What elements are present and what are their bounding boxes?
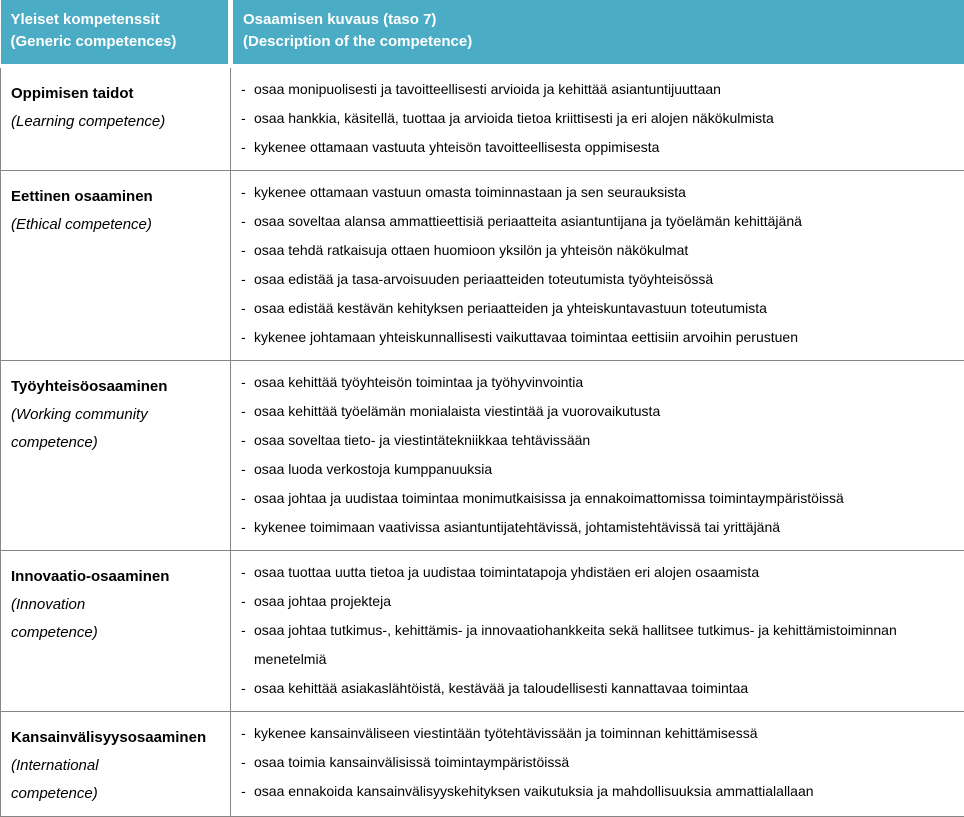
bullet-item [241, 236, 958, 265]
bullet-text: osaa soveltaa tieto- ja viestintätekniikkaa tehtävissään [254, 426, 958, 455]
bullet-dash-icon: - [241, 104, 254, 133]
bullet-text: kykenee toimimaan vaativissa asiantuntijatehtävissä, johtamistehtävissä tai yrittäjänä [254, 513, 958, 542]
bullet-text: osaa monipuolisesti ja tavoitteellisesti arvioida ja kehittää asiantuntijuuttaan [254, 75, 958, 104]
bullet-dash-icon: - [241, 178, 254, 207]
bullet-text: kykenee kansainväliseen viestintään työtehtävissään ja toiminnan kehittämisessä [254, 719, 958, 748]
subtitle-line: (Ethical competence) [11, 211, 220, 239]
bullet-dash-icon: - [241, 748, 254, 777]
bullet-text: osaa toimia kansainvälisissä toimintaympäristöissä [254, 748, 958, 777]
bullet-dash-icon: - [241, 368, 254, 397]
bullet-dash-icon: - [241, 207, 254, 236]
table-row [1, 551, 964, 712]
header-col2-line1: Osaamisen kuvaus (taso 7) [243, 9, 955, 31]
bullet-item [241, 104, 958, 133]
bullet-text: osaa johtaa ja uudistaa toimintaa monimutkaisissa ja ennakoimattomissa toimintaympäristöissä [254, 484, 958, 513]
bullet-item [241, 265, 958, 294]
bullet-item [241, 178, 958, 207]
bullet-item [241, 777, 958, 806]
bullet-dash-icon: - [241, 426, 254, 455]
bullet-item [241, 558, 958, 587]
bullet-item [241, 674, 958, 703]
bullet-list [241, 368, 958, 542]
bullet-item [241, 426, 958, 455]
bullet-text: osaa kehittää asiakaslähtöistä, kestävää ja taloudellisesti kannattavaa toimintaa [254, 674, 958, 703]
bullet-text: osaa soveltaa alansa ammattieettisiä periaatteita asiantuntijana ja työelämän kehittäjänä [254, 207, 958, 236]
bullet-item [241, 294, 958, 323]
bullet-item [241, 748, 958, 777]
description-cell [231, 66, 964, 171]
competence-subtitle [11, 591, 220, 647]
bullet-text: osaa johtaa tutkimus-, kehittämis- ja innovaatiohankkeita sekä hallitsee tutkimus- ja kehittämistoiminnan menetelmiä [254, 616, 958, 674]
description-cell [231, 712, 964, 817]
bullet-text: osaa kehittää työelämän monialaista viestintää ja vuorovaikutusta [254, 397, 958, 426]
bullet-dash-icon: - [241, 397, 254, 426]
bullet-dash-icon: - [241, 133, 254, 162]
bullet-text: kykenee ottamaan vastuun omasta toiminnastaan ja sen seurauksista [254, 178, 958, 207]
competence-subtitle [11, 401, 220, 457]
bullet-dash-icon: - [241, 616, 254, 674]
competence-subtitle [11, 211, 220, 239]
header-col1-line1: Yleiset kompetenssit [11, 9, 219, 31]
subtitle-line: competence) [11, 429, 220, 457]
competence-subtitle [11, 108, 220, 136]
bullet-dash-icon: - [241, 484, 254, 513]
table-row [1, 712, 964, 817]
bullet-item [241, 616, 958, 674]
competence-cell [1, 712, 231, 817]
header-cell-competences [1, 0, 231, 66]
bullet-item [241, 133, 958, 162]
bullet-dash-icon: - [241, 265, 254, 294]
table-row [1, 66, 964, 171]
bullet-dash-icon: - [241, 236, 254, 265]
bullet-item [241, 455, 958, 484]
table-row [1, 361, 964, 551]
bullet-list [241, 558, 958, 703]
description-cell [231, 171, 964, 361]
bullet-dash-icon: - [241, 777, 254, 806]
bullet-dash-icon: - [241, 558, 254, 587]
bullet-text: kykenee ottamaan vastuuta yhteisön tavoitteellisesta oppimisesta [254, 133, 958, 162]
bullet-item [241, 484, 958, 513]
bullet-text: osaa luoda verkostoja kumppanuuksia [254, 455, 958, 484]
bullet-dash-icon: - [241, 323, 254, 352]
competence-title: Oppimisen taidot [11, 80, 220, 108]
bullet-text: osaa edistää kestävän kehityksen periaatteiden ja yhteiskuntavastuun toteutumista [254, 294, 958, 323]
competence-title: Työyhteisöosaaminen [11, 373, 220, 401]
competence-subtitle [11, 752, 220, 808]
description-cell [231, 361, 964, 551]
table-body [1, 66, 964, 817]
competence-cell [1, 66, 231, 171]
bullet-item [241, 587, 958, 616]
bullet-text: osaa kehittää työyhteisön toimintaa ja työhyvinvointia [254, 368, 958, 397]
bullet-item [241, 75, 958, 104]
bullet-dash-icon: - [241, 674, 254, 703]
subtitle-line: competence) [11, 619, 220, 647]
competence-cell [1, 361, 231, 551]
competence-title: Kansainvälisyysosaaminen [11, 724, 220, 752]
bullet-text: osaa edistää ja tasa-arvoisuuden periaatteiden toteutumista työyhteisössä [254, 265, 958, 294]
competence-title: Innovaatio-osaaminen [11, 563, 220, 591]
header-col2-line2: (Description of the competence) [243, 31, 955, 53]
competence-cell [1, 171, 231, 361]
bullet-item [241, 719, 958, 748]
bullet-text: osaa hankkia, käsitellä, tuottaa ja arvioida tietoa kriittisesti ja eri alojen näkökulmista [254, 104, 958, 133]
bullet-item [241, 207, 958, 236]
bullet-item [241, 368, 958, 397]
bullet-text: osaa johtaa projekteja [254, 587, 958, 616]
bullet-dash-icon: - [241, 75, 254, 104]
subtitle-line: (Working community [11, 401, 220, 429]
subtitle-line: (International [11, 752, 220, 780]
subtitle-line: (Learning competence) [11, 108, 220, 136]
bullet-text: osaa tuottaa uutta tietoa ja uudistaa toimintatapoja yhdistäen eri alojen osaamista [254, 558, 958, 587]
competence-cell [1, 551, 231, 712]
bullet-dash-icon: - [241, 719, 254, 748]
table-row [1, 171, 964, 361]
header-row [1, 0, 964, 66]
bullet-text: osaa ennakoida kansainvälisyyskehityksen vaikutuksia ja mahdollisuuksia ammattialallaan [254, 777, 958, 806]
bullet-item [241, 323, 958, 352]
table-header [1, 0, 964, 66]
bullet-item [241, 513, 958, 542]
bullet-dash-icon: - [241, 513, 254, 542]
bullet-item [241, 397, 958, 426]
bullet-text: osaa tehdä ratkaisuja ottaen huomioon yksilön ja yhteisön näkökulmat [254, 236, 958, 265]
description-cell [231, 551, 964, 712]
header-cell-description [231, 0, 964, 66]
bullet-text: kykenee johtamaan yhteiskunnallisesti vaikuttavaa toimintaa eettisiin arvoihin perustuen [254, 323, 958, 352]
subtitle-line: competence) [11, 780, 220, 808]
bullet-list [241, 719, 958, 806]
subtitle-line: (Innovation [11, 591, 220, 619]
header-col1-line2: (Generic competences) [11, 31, 219, 53]
bullet-dash-icon: - [241, 455, 254, 484]
competence-title: Eettinen osaaminen [11, 183, 220, 211]
bullet-list [241, 75, 958, 162]
bullet-dash-icon: - [241, 294, 254, 323]
bullet-dash-icon: - [241, 587, 254, 616]
bullet-list [241, 178, 958, 352]
